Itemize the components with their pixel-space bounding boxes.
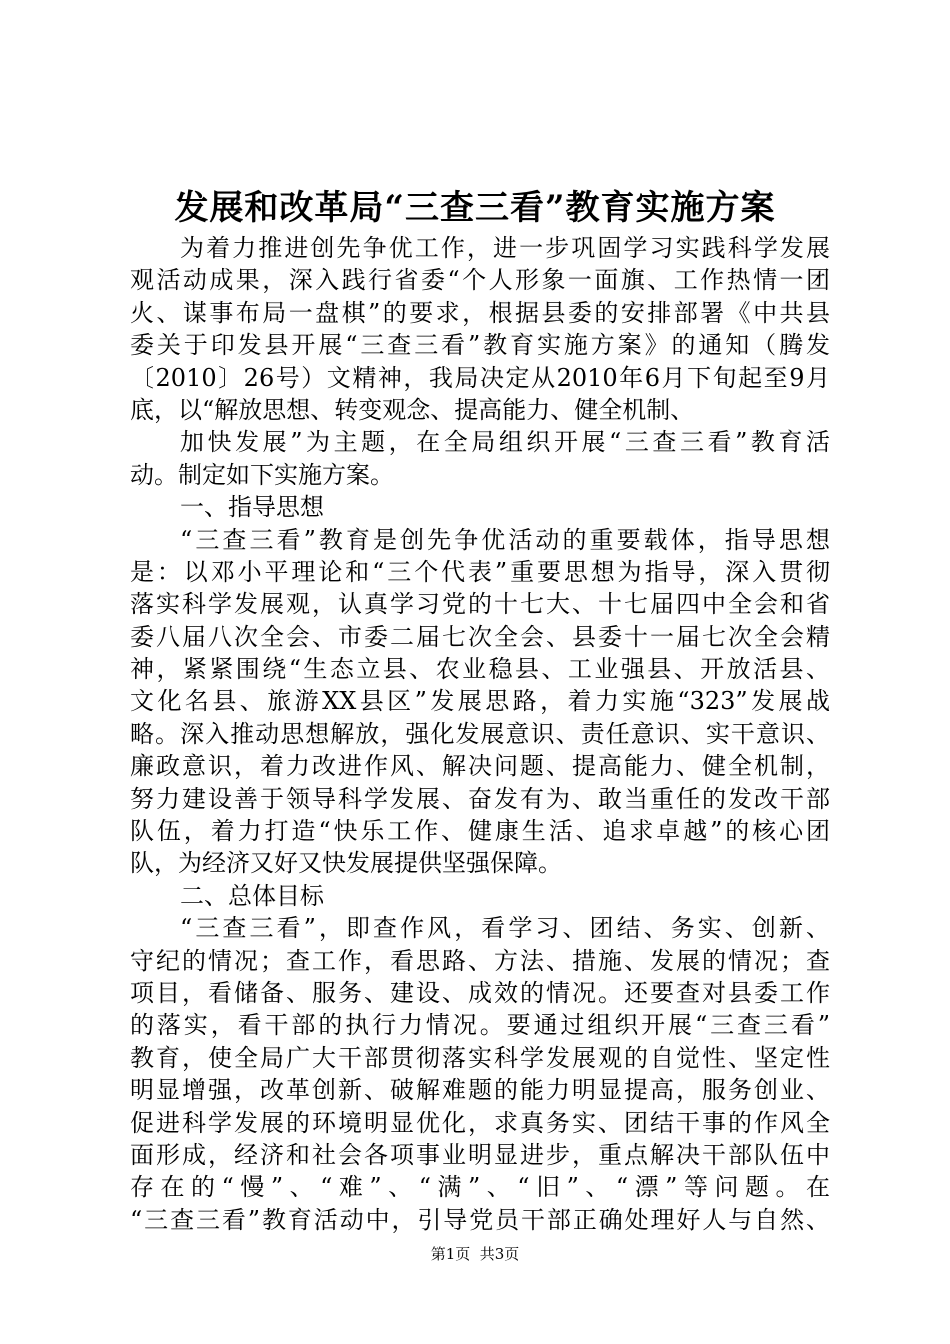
body-line: 队，为经济又好又快发展提供坚强保障。 bbox=[130, 849, 562, 878]
body-line: 略。深入推动思想解放，强化发展意识、责任意识、实干意识、 bbox=[130, 719, 830, 748]
body-line: 火、谋事布局一盘棋”的要求，根据县委的安排部署《中共县 bbox=[130, 298, 830, 327]
body-line: 明显增强，改革创新、破解难题的能力明显提高，服务创业、 bbox=[130, 1076, 830, 1105]
body-line: 存在的“慢”、“难”、“满”、“旧”、“漂”等问题。在 bbox=[130, 1173, 830, 1202]
body-line: 底，以“解放思想、转变观念、提高能力、健全机制、 bbox=[130, 395, 695, 424]
document-title: 发展和改革局“三查三看”教育实施方案 bbox=[174, 188, 776, 228]
body-line: 二、总体目标 bbox=[180, 881, 324, 910]
body-line: 一、指导思想 bbox=[180, 493, 324, 522]
body-line: 面形成，经济和社会各项事业明显进步，重点解决干部队伍中 bbox=[130, 1140, 830, 1169]
body-line: 神，紧紧围绕“生态立县、农业稳县、工业强县、开放活县、 bbox=[130, 655, 830, 684]
body-line: 促进科学发展的环境明显优化，求真务实、团结干事的作风全 bbox=[130, 1108, 830, 1137]
body-line: 项目，看储备、服务、建设、成效的情况。还要查对县委工作 bbox=[130, 978, 830, 1007]
document-body bbox=[130, 232, 830, 1236]
body-line: “三查三看”，即查作风，看学习、团结、务实、创新、 bbox=[180, 914, 830, 943]
body-line: “三查三看”教育活动中，引导党员干部正确处理好人与自然、 bbox=[130, 1205, 830, 1234]
body-line: 观活动成果，深入践行省委“个人形象一面旗、工作热情一团 bbox=[130, 266, 830, 295]
body-line: 加快发展”为主题，在全局组织开展“三查三看”教育活 bbox=[180, 428, 830, 457]
body-line: 队伍，着力打造“快乐工作、健康生活、追求卓越”的核心团 bbox=[130, 817, 830, 846]
body-line: 廉政意识，着力改进作风、解决问题、提高能力、健全机制， bbox=[130, 752, 830, 781]
body-line: 努力建设善于领导科学发展、奋发有为、敢当重任的发改干部 bbox=[130, 784, 830, 813]
body-line: 是：以邓小平理论和“三个代表”重要思想为指导，深入贯彻 bbox=[130, 557, 830, 586]
body-line: 守纪的情况；查工作，看思路、方法、措施、发展的情况；查 bbox=[130, 946, 830, 975]
body-line: 的落实，看干部的执行力情况。要通过组织开展“三查三看” bbox=[130, 1011, 830, 1040]
body-line: 落实科学发展观，认真学习党的十七大、十七届四中全会和省 bbox=[130, 590, 830, 619]
body-line: 为着力推进创先争优工作，进一步巩固学习实践科学发展 bbox=[180, 234, 830, 262]
body-line: 动。制定如下实施方案。 bbox=[130, 460, 394, 489]
body-line: “三查三看”教育是创先争优活动的重要载体，指导思想 bbox=[180, 525, 830, 554]
page-number-footer: 第1页 共3页 bbox=[430, 1245, 520, 1263]
body-line: 委关于印发县开展“三查三看”教育实施方案》的通知（腾发 bbox=[130, 331, 830, 360]
body-line: 委八届八次全会、市委二届七次全会、县委十一届七次全会精 bbox=[130, 622, 830, 651]
body-line: 文化名县、旅游XX县区”发展思路，着力实施“323”发展战 bbox=[130, 687, 830, 716]
body-line: 〔2010〕26号）文精神，我局决定从2010年6月下旬起至9月 bbox=[130, 363, 830, 392]
body-line: 教育，使全局广大干部贯彻落实科学发展观的自觉性、坚定性 bbox=[130, 1043, 830, 1072]
